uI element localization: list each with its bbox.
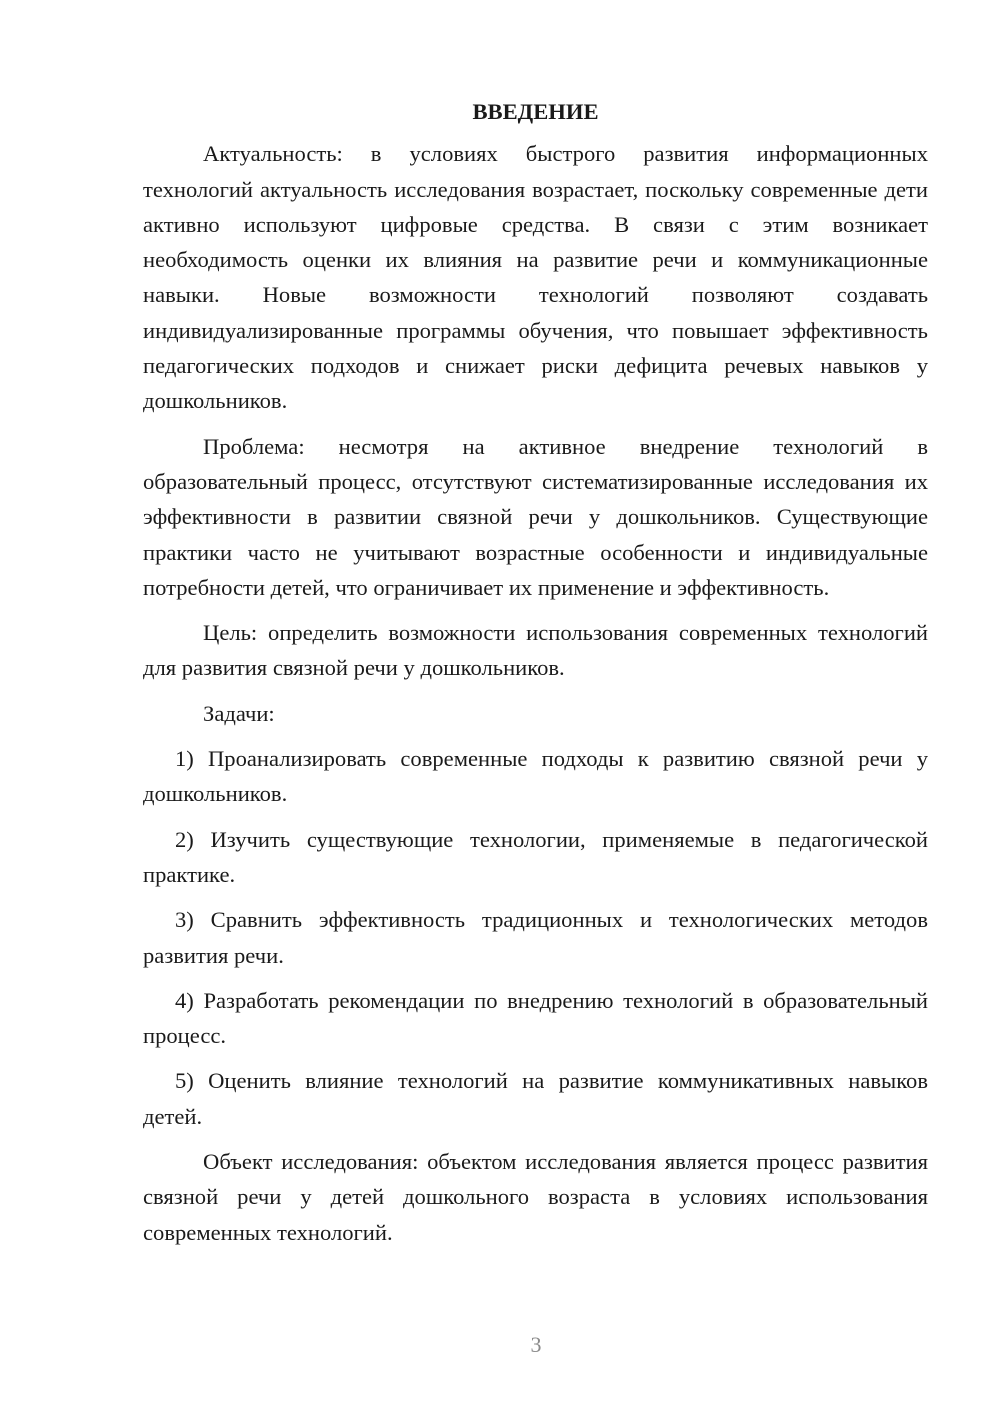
task-item-1: 1) Проанализировать современные подходы к развитию связной речи у дошкольников. <box>143 746 928 807</box>
object-paragraph: Объект исследования: объектом исследования является процесс развития связной речи у детей дошкольного возраста в условиях использования современных технологий. <box>143 1149 928 1245</box>
task-item-5: 5) Оценить влияние технологий на развитие коммуникативных навыков детей. <box>143 1068 928 1129</box>
goal-paragraph: Цель: определить возможности использования современных технологий для развития связной речи у дошкольников. <box>143 620 928 681</box>
task-item-2: 2) Изучить существующие технологии, применяемые в педагогической практике. <box>143 826 928 887</box>
page-number: 3 <box>530 1332 542 1357</box>
problem-paragraph: Проблема: несмотря на активное внедрение технологий в образовательный процесс, отсутствуют систематизированные исследования их эффективности в развитии связной речи у дошкольников. Существующие практики часто не учитывают возрастные особенности и индивидуальные потребности детей, что ограничивает их применение и эффективность. <box>143 433 928 600</box>
tasks-label: Задачи: <box>203 700 275 726</box>
document-body <box>143 94 928 1260</box>
task-item-3: 3) Сравнить эффективность традиционных и технологических методов развития речи. <box>143 907 928 968</box>
task-item-4: 4) Разработать рекомендации по внедрению технологий в образовательный процесс. <box>143 987 928 1049</box>
relevance-paragraph: Актуальность: в условиях быстрого развития информационных технологий актуальность исследования возрастает, поскольку современные дети активно используют цифровые средства. В связи с этим возникает необходимость оценки их влияния на развитие речи и коммуникационные навыки. Новые возможности технологий позволяют создавать индивидуализированные программы обучения, что повышает эффективность педагогических подходов и снижает риски дефицита речевых навыков у дошкольников. <box>143 141 928 414</box>
section-title: ВВЕДЕНИЕ <box>472 99 599 124</box>
